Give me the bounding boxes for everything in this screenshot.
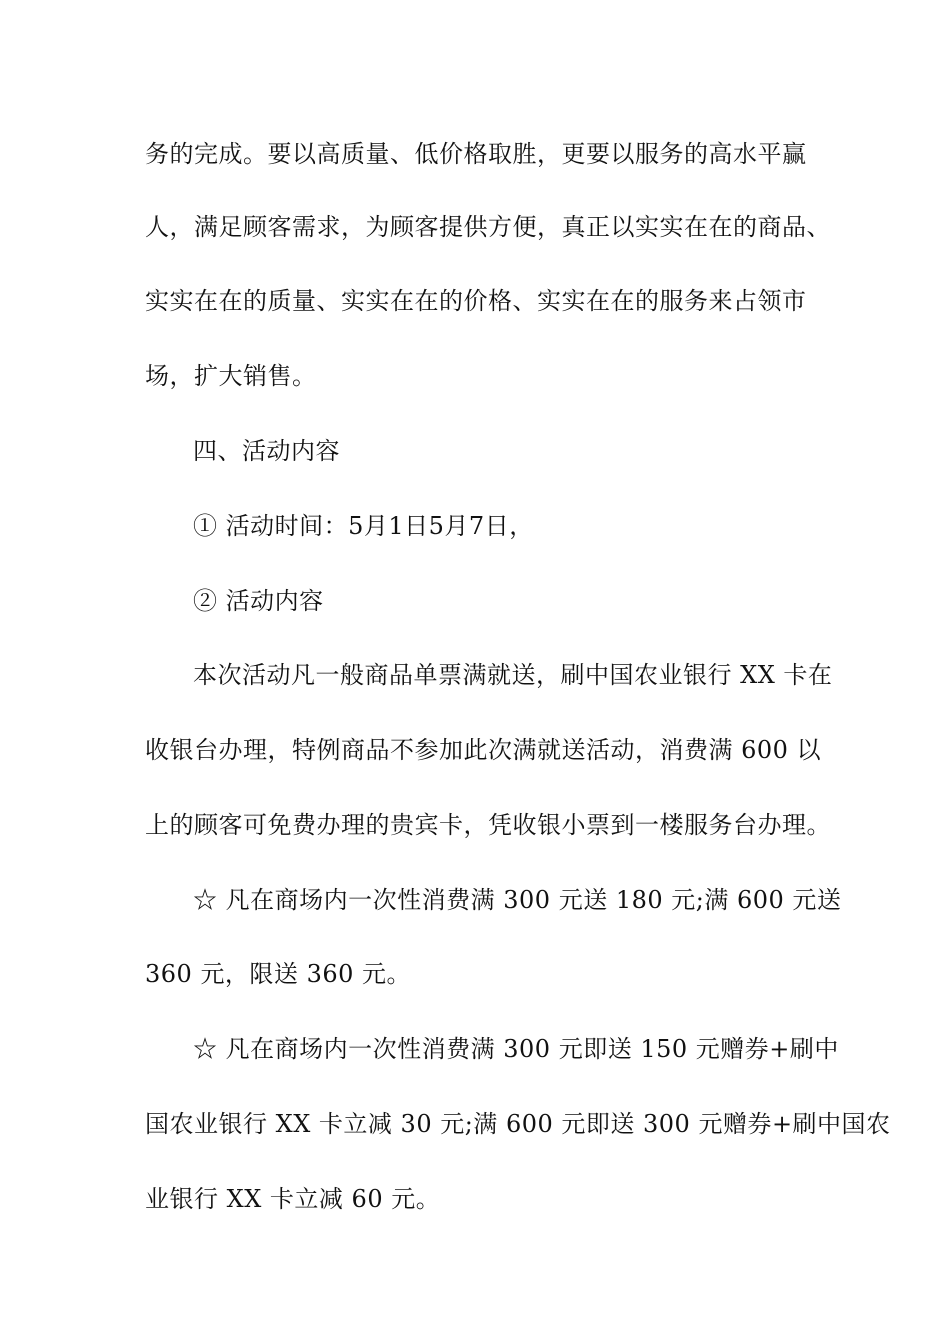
promo-line-2: 360 元，限送 360 元。 bbox=[145, 960, 412, 988]
list-item-activity-time: ① 活动时间：5月1日5月7日， bbox=[193, 512, 534, 540]
paragraph-line-4: 场，扩大销售。 bbox=[145, 362, 317, 390]
promo-line-4: 国农业银行 XX 卡立减 30 元;满 600 元即送 300 元赠券+刷中国农 bbox=[145, 1110, 891, 1138]
paragraph-line-2: 人，满足顾客需求，为顾客提供方便，真正以实实在在的商品、 bbox=[145, 213, 831, 241]
paragraph-line-5: 本次活动凡一般商品单票满就送，刷中国农业银行 XX 卡在 bbox=[193, 661, 833, 689]
section-heading: 四、活动内容 bbox=[193, 437, 340, 465]
list-item-activity-content: ② 活动内容 bbox=[193, 587, 324, 615]
paragraph-line-6: 收银台办理，特例商品不参加此次满就送活动，消费满 600 以 bbox=[145, 736, 822, 764]
promo-line-3: ☆ 凡在商场内一次性消费满 300 元即送 150 元赠券+刷中 bbox=[193, 1035, 839, 1063]
promo-line-5: 业银行 XX 卡立减 60 元。 bbox=[145, 1185, 441, 1213]
paragraph-line-1: 务的完成。要以高质量、低价格取胜，更要以服务的高水平赢 bbox=[145, 140, 807, 168]
promo-line-1: ☆ 凡在商场内一次性消费满 300 元送 180 元;满 600 元送 bbox=[193, 886, 842, 914]
paragraph-line-7: 上的顾客可免费办理的贵宾卡，凭收银小票到一楼服务台办理。 bbox=[145, 811, 831, 839]
paragraph-line-3: 实实在在的质量、实实在在的价格、实实在在的服务来占领市 bbox=[145, 287, 807, 315]
